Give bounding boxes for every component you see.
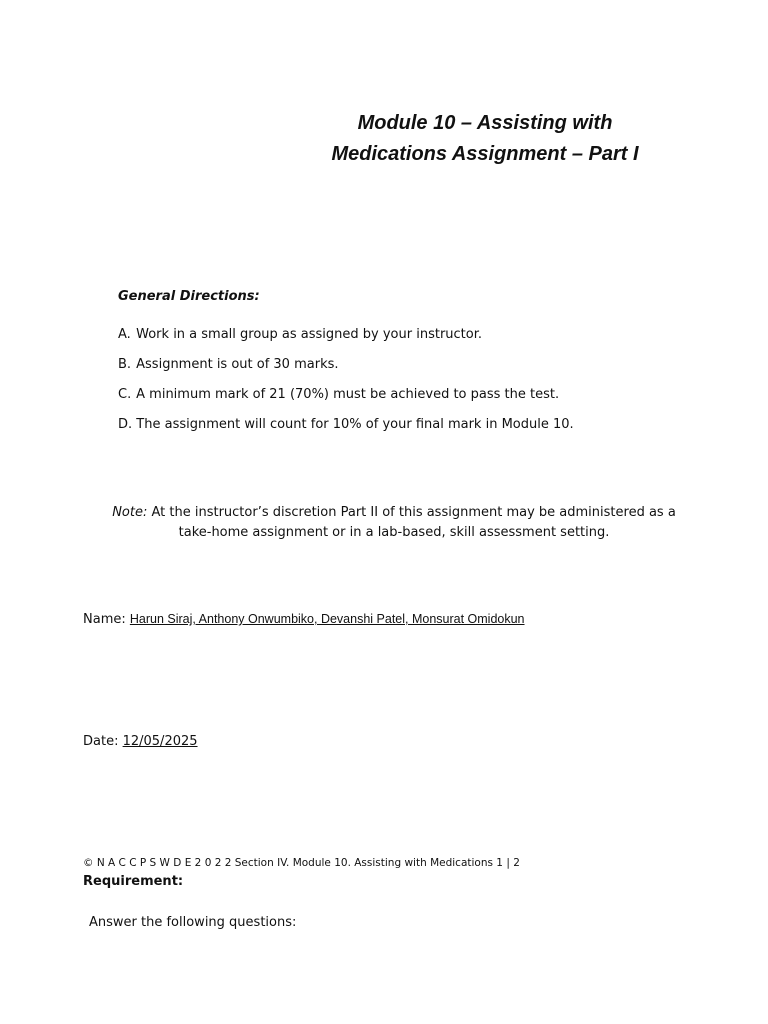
direction-letter: B. bbox=[118, 357, 132, 372]
date-label: Date: bbox=[83, 734, 119, 749]
direction-letter: D. bbox=[118, 417, 133, 432]
page-footer: © N A C C P S W D E 2 0 2 2 Section IV. Module 10. Assisting with Medications 1 | 2 bbox=[83, 857, 520, 869]
note-text-line-1: At the instructor’s discretion Part II of this assignment may be administered as a bbox=[151, 505, 676, 520]
direction-item-b bbox=[118, 356, 574, 386]
direction-item-d bbox=[118, 416, 574, 446]
direction-item-a bbox=[118, 326, 574, 356]
direction-text: A minimum mark of 21 (70%) must be achieved to pass the test. bbox=[136, 387, 560, 402]
direction-letter: C. bbox=[118, 387, 132, 402]
name-field bbox=[83, 610, 525, 629]
general-directions-heading: General Directions: bbox=[118, 289, 260, 304]
direction-item-c bbox=[118, 386, 574, 416]
document-title-line-1: Module 10 – Assisting with bbox=[357, 112, 613, 134]
document-title-line-2: Medications Assignment – Part I bbox=[331, 143, 639, 165]
instructor-note bbox=[110, 503, 678, 543]
answer-prompt: Answer the following questions: bbox=[89, 915, 297, 930]
requirement-heading: Requirement: bbox=[83, 874, 184, 889]
direction-text: Work in a small group as assigned by your instructor. bbox=[136, 327, 483, 342]
note-text-line-2: take-home assignment or in a lab-based, skill assessment setting. bbox=[178, 525, 610, 540]
note-label: Note: bbox=[112, 505, 148, 520]
date-field bbox=[83, 733, 198, 751]
name-label: Name: bbox=[83, 612, 126, 627]
direction-text: The assignment will count for 10% of your final mark in Module 10. bbox=[136, 417, 574, 432]
general-directions-list bbox=[118, 326, 574, 446]
direction-letter: A. bbox=[118, 327, 131, 342]
direction-text: Assignment is out of 30 marks. bbox=[136, 357, 339, 372]
name-value: Harun Siraj, Anthony Onwumbiko, Devanshi Patel, Monsurat Omidokun bbox=[129, 612, 525, 626]
date-value: 12/05/2025 bbox=[122, 734, 198, 749]
